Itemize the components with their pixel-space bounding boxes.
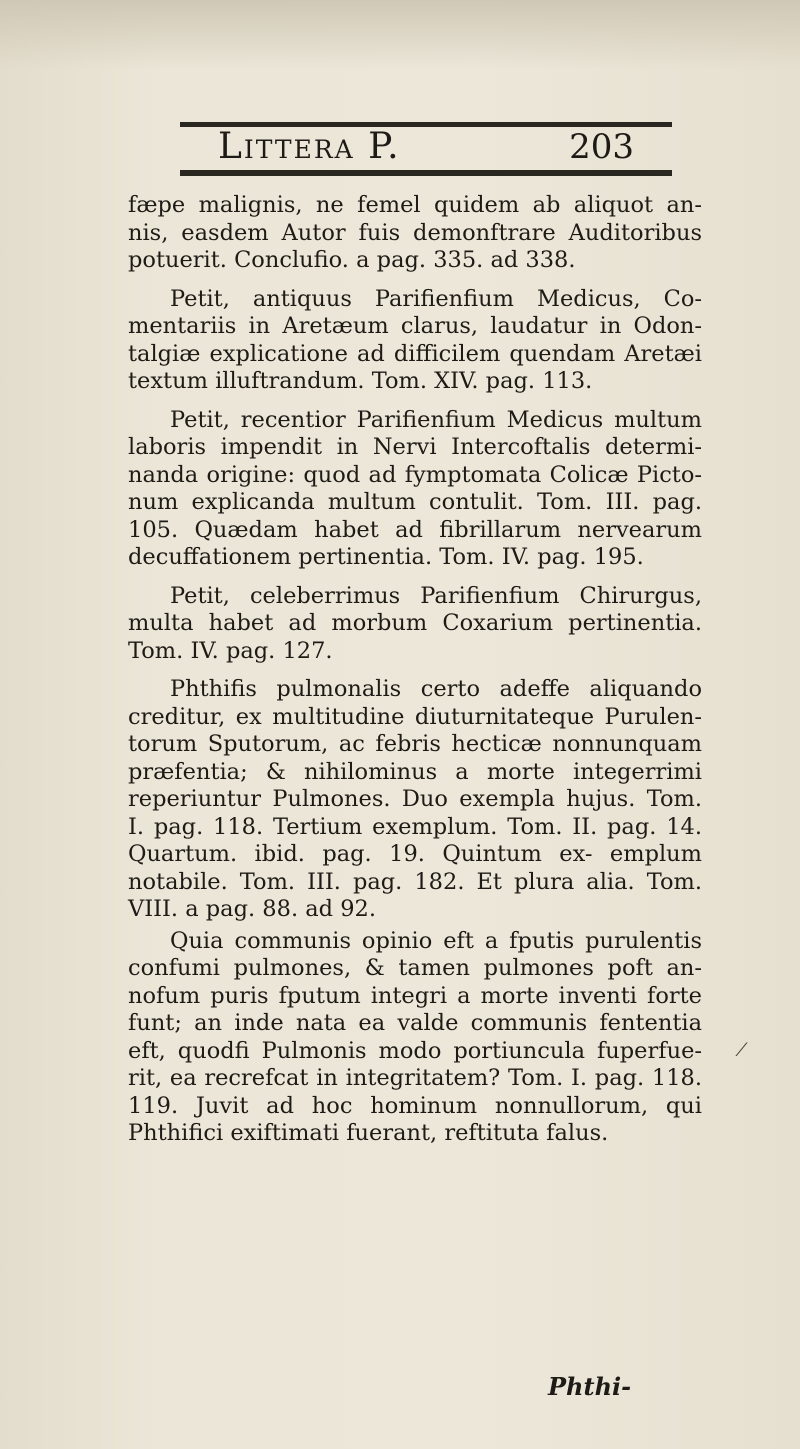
paragraph-petit-recentior: Petit, recentior Parifienfium Medicus multum laboris impendit in Nervi Intercoftalis determi- nanda origine: quod ad fymptomata Colicæ Picto- num explicanda multum contulit. Tom. III. pag. 105. Quædam habet ad fibrillarum nervearum decuffationem pertinentia. Tom. IV. pag. 195.: [128, 406, 702, 570]
catchword: Phthi-: [548, 1372, 632, 1401]
paragraph-petit-antiquus: Petit, antiquus Parifienfium Medicus, Co- mentariis in Aretæum clarus, laudatur in Odon- talgiæ explicatione ad difficilem quendam Aretæi textum illuftrandum. Tom. XIV. pag. 113.: [128, 285, 702, 394]
page-header: [180, 125, 672, 171]
body-text: [128, 192, 702, 1148]
margin-mark: ⁄: [740, 1040, 744, 1061]
running-head: Littera P.: [218, 126, 401, 167]
paragraph-phthisis: Phthifis pulmonalis certo adeffe aliquando creditur, ex multitudine diuturnitateque Purulen- torum Sputorum, ac febris hecticæ nonnunquam præfentia; & nihilominus a morte integerrimi reperiuntur Pulmones. Duo exempla hujus. Tom. I. pag. 118. Tertium exemplum. Tom. II. pag. 14. Quartum. ibid. pag. 19. Quintum ex- emplum notabile. Tom. III. pag. 182. Et plura alia. Tom. VIII. a pag. 88. ad 92.: [128, 676, 702, 922]
page-edge-shadow: [0, 0, 800, 70]
header-rule-bottom: [180, 170, 672, 176]
paragraph-petit-chirurgus: Petit, celeberrimus Parifienfium Chirurgus, multa habet ad morbum Coxarium pertinentia. Tom. IV. pag. 127.: [128, 582, 702, 664]
paragraph-continuation: fæpe malignis, ne femel quidem ab aliquot an- nis, easdem Autor fuis demonftrare Auditoribus potuerit. Conclufio. a pag. 335. ad 338.: [128, 192, 702, 273]
paragraph-quia-communis: Quia communis opinio eft a fputis purulentis confumi pulmones, & tamen pulmones poft an- nofum puris fputum integri a morte inventi forte funt; an inde nata ea valde communis fententia eft, quodfi Pulmonis modo portiuncula fuperfue- rit, ea recrefcat in integritatem? Tom. I. pag. 118. 119. Juvit ad hoc hominum nonnullorum, qui Phthifici exiftimati fuerant, reftituta falus.: [128, 927, 702, 1146]
page-number: 203: [569, 127, 634, 167]
